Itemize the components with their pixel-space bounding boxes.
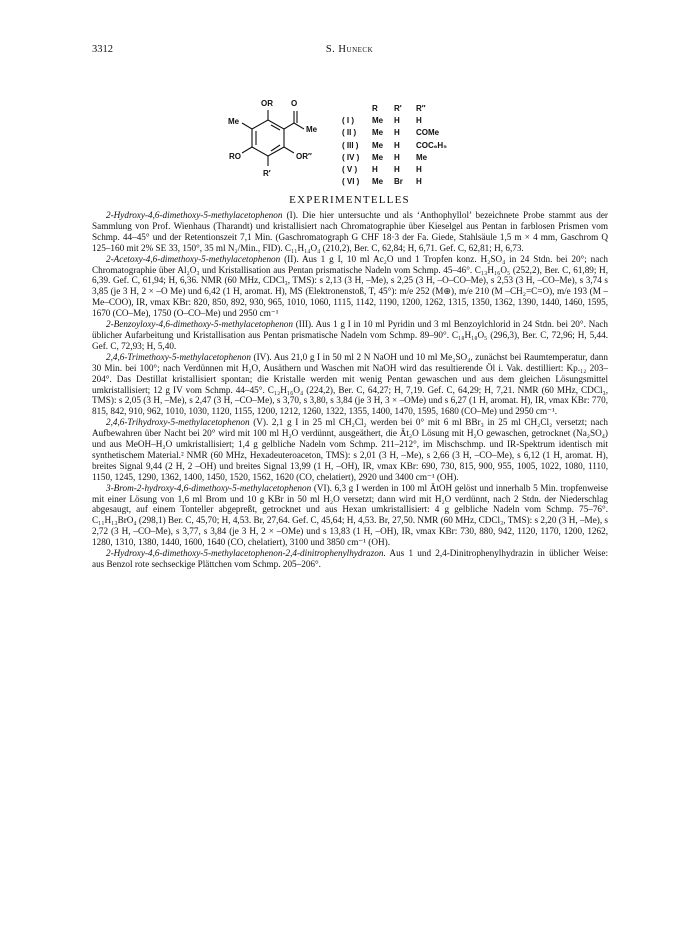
- value-r-double-prime: H: [416, 164, 422, 174]
- experimental-section: [92, 210, 608, 570]
- header-r: R: [372, 104, 378, 113]
- paragraph-text: (IV). Aus 21,0 g I in 50 ml 2 N NaOH und 10 ml Me₂SO₄, zunächst bei Raumtemperatur, dann 30 Min. bei 100°; nach Verdünnen mit H₂O, Ausäthern und Waschen mit NaOH wird das resultierende Öl i. Vak. destilliert: Kp.₁₂ 203–204°. Das Destillat kristallisiert spontan; die Kristalle werden mit wenig Pentan gewaschen und aus dem gleichen Lösungsmittel umkristallisiert; 12 g IV vom Schmp. 44–45°. C₁₂H₁₆O₄ (224,2), Ber. C, 64,27; H, 7,19. Gef. C, 64,29; H, 7,21. NMR (60 MHz, CDCl₃, TMS): s 2,05 (3 H, –Me), s 2,47 (3 H, –CO–Me), s 3,70, s 3,80, s 3,84 (je 3 H, 3 × –OMe) und s 6,27 (1 H, aromat. H), IR, νmax KBr: 770, 815, 842, 910, 962, 1010, 1030, 1120, 1155, 1200, 1212, 1260, 1322, 1355, 1400, 1470, 1595, 1680 (CO–Me) und 2950 cm⁻¹.: [92, 351, 608, 417]
- paragraph-text: (VI). 6,3 g I werden in 100 ml ÄtOH gelöst und innerhalb 5 Min. tropfenweise mit einer Lösung von 1,6 ml Brom und 10 g KBr in 50 ml H₂O versetzt; dann wird mit H₂O verdünnt, nach 2 Stdn. der Niederschlag abgesaugt, auf einem Tonteller abgepreßt, getrocknet und aus Hexan umkristallisiert: 4 g gelbliche Nadeln vom Schmp. 75–76°. C₁₁H₁₃BrO₄ (298,1) Ber. C, 45,70; H, 4,53. Br, 27,64. Gef. C, 45,64; H, 4,53. Br, 27,50. NMR (60 MHz, CDCl₃, TMS): s 2,20 (3 H, –Me), s 2,72 (3 H, –CO–Me), s 3,77, s 3,84 (je 3 H, 2 × –OMe) und s 13,83 (1 H, –OH), IR, νmax KBr: 730, 880, 942, 1120, 1170, 1200, 1262, 1280, 1310, 1380, 1440, 1600, 1640 (CO, chelatiert), 3100 und 3850 cm⁻¹ (OH).: [92, 482, 608, 548]
- paragraph-compound-iv: [92, 352, 608, 417]
- header-r-prime: R′: [394, 104, 402, 113]
- bond-carbonyl: [284, 123, 294, 129]
- compound-title: 2-Hydroxy-4,6-dimethoxy-5-methylacetophenon: [106, 210, 283, 220]
- paragraph-hydrazone: [92, 548, 608, 570]
- compound-number: ( III ): [342, 140, 359, 150]
- value-r-prime: H: [394, 152, 400, 162]
- paragraph-compound-v: [92, 417, 608, 482]
- label-o-top: O: [291, 99, 298, 108]
- label-me-right: Me: [306, 125, 318, 134]
- value-r-prime: H: [394, 140, 400, 150]
- value-r-prime: H: [394, 164, 400, 174]
- paragraph-compound-iii: [92, 319, 608, 352]
- compound-number: ( I ): [342, 116, 354, 126]
- compound-title: 2,4,6-Trimethoxy-5-methylacetophenon: [106, 351, 251, 362]
- value-r-double-prime: H: [416, 116, 422, 126]
- value-r: Me: [372, 128, 384, 138]
- label-me-left: Me: [228, 117, 240, 126]
- bond-me-left: [242, 123, 252, 129]
- substituent-row: [342, 116, 456, 128]
- compound-title: 2-Benzoyloxy-4,6-dimethoxy-5-methylacetophenon: [106, 319, 293, 330]
- substituent-table: [342, 104, 456, 189]
- value-r: Me: [372, 140, 384, 150]
- header-r-double-prime: R″: [416, 104, 426, 113]
- compound-title: 3-Brom-2-hydroxy-4,6-dimethoxy-5-methylacetophenon: [106, 482, 312, 493]
- compound-title: 2-Acetoxy-4,6-dimethoxy-5-methylacetophenon: [106, 253, 281, 264]
- bond-or-pp: [284, 147, 294, 153]
- paragraph-compound-i: [92, 210, 608, 254]
- paragraph-compound-vi: [92, 483, 608, 548]
- value-r: H: [372, 164, 378, 174]
- paragraph-text: (II). Aus 1 g I, 10 ml Ac₂O und 1 Tropfen konz. H₂SO₄ in 24 Stdn. bei 20°; nach Chromatographie über Al₂O₃ und Kristallisation aus Pentan prismatische Nadeln vom Schmp. 45–46°. C₁₃H₁₆O₅ (252,2), Ber. C, 61,89; H, 6,39. Gef. C, 61,94; H, 6,36. NMR (60 MHz, CDCl₃, TMS): s 2,13 (3 H, –Me), s 2,25 (3 H, –O–CO–Me), s 2,53 (3 H, –CO–Me), s 3,74 s 3,85 (je 3 H, 2 × –O Me) und 6,42 (1 H, aromat. H), MS (Elektronenstoß, T, 45°): m/e 252 (M⊕), m/e 210 (M –CH₂=C=O), m/e 193 (M –Me–COO), IR, νmax KBr: 820, 850, 892, 930, 965, 1010, 1060, 1115, 1142, 1190, 1200, 1262, 1315, 1350, 1362, 1390, 1440, 1460, 1595, 1670 (CO–Me), 1750 (O–CO–Me) und 2950 cm⁻¹: [92, 253, 608, 319]
- bond-ro: [242, 147, 252, 153]
- value-r: Me: [372, 116, 384, 126]
- substituent-row: [342, 177, 456, 189]
- value-r: Me: [372, 152, 384, 162]
- value-r-double-prime: H: [416, 177, 422, 187]
- paragraph-compound-ii: [92, 254, 608, 319]
- compound-number: ( V ): [342, 164, 358, 174]
- value-r-prime: Br: [394, 177, 403, 187]
- paragraph-text: (I). Die hier untersuchte und als ‘Anthophyllol’ bezeichnete Probe stammt aus der Sammlung von Prof. Wienhaus (Tharandt) und kristallisiert nach Chromatographie über Kieselgel aus Pentan in farblosen Prismen vom Schmp. 44–45° und der Retentionszeit 7,1 Min. (Gaschromatograph G CHF 18·3 der Fa. Giede, Stahlsäule 1,5 m × 4 mm, Gaschrom Q 125–160 mit 2% SE 33, 150°, 35 ml N₂/Min., FID). C₁₁H₁₄O₄ (210,2), Ber. C, 62,84; H, 6,71. Gef. C, 62,81; H, 6,73.: [92, 210, 608, 253]
- substituent-row: [342, 165, 456, 177]
- compound-title: 2-Hydroxy-4,6-dimethoxy-5-methylacetophenon-2,4-dinitrophenylhydrazon: [106, 548, 384, 559]
- value-r: Me: [372, 177, 384, 187]
- label-or-top: OR: [261, 99, 273, 108]
- compound-title: 2,4,6-Trihydroxy-5-methylacetophenon: [106, 417, 250, 428]
- value-r-double-prime: Me: [416, 152, 428, 162]
- substituent-row: [342, 141, 456, 153]
- compound-number: ( IV ): [342, 152, 360, 162]
- value-r-prime: H: [394, 116, 400, 126]
- running-header: [92, 44, 607, 58]
- paragraph-text: (III). Aus 1 g I in 10 ml Pyridin und 3 ml Benzoylchlorid in 24 Stdn. bei 20°. Nach üblicher Aufarbeitung und Kristallisation aus Pentan prismatische Nadeln vom Schmp. 89–90°. C₁₈H₁₈O₅ (296,3), Ber. C, 72,96; H, 5,44. Gef. C, 72,93; H, 5,40.: [92, 319, 608, 351]
- value-r-double-prime: COMe: [416, 128, 440, 138]
- value-r-double-prime: COC₆H₅: [416, 140, 447, 150]
- running-author: S. Huneck: [325, 44, 374, 55]
- label-or-double-prime: OR″: [296, 152, 312, 161]
- paragraph-text: (V). 2,1 g I in 25 ml CH₂Cl₂ werden bei 0° mit 6 ml BBr₃ in 25 ml CH₂Cl₂ versetzt; nach Aufbewahren über Nacht bei 20° wird mit 100 ml H₂O verdünnt, ausgeäthert, die Ät₂O Lösung mit H₂O gewaschen, getrocknet (Na₂SO₄) und aus MeOH–H₂O umkristallisiert; 1,4 g gelbliche Nadeln vom Schmp. 211–212°, im Mischschmp. und IR-Spektrum identisch mit synthetischem Material.² NMR (60 MHz, Hexadeuteroaceton, TMS): s 2,01 (3 H, –Me), s 2,66 (3 H, –CO–Me), s 6,12 (1 H, aromat. H), breites Signal 9,44 (2 H, 2 –OH) und breites Signal 13,99 (1 H, –OH), IR, νmax KBr: 690, 730, 815, 900, 955, 1005, 1022, 1080, 1110, 1150, 1245, 1290, 1362, 1400, 1450, 1520, 1562, 1620 (CO, chelatiert), 2920 und 3400 cm⁻¹ (OH).: [92, 417, 608, 482]
- substituent-row: [342, 128, 456, 140]
- section-heading: EXPERIMENTELLES: [289, 194, 410, 206]
- compound-number: ( II ): [342, 128, 357, 138]
- value-r-prime: H: [394, 128, 400, 138]
- label-r-prime: R′: [263, 169, 271, 178]
- paragraph-text: . Aus 1 und 2,4-Dinitrophenylhydrazin in üblicher Weise: aus Benzol rote sechseckige Plättchen vom Schmp. 205–206°.: [92, 548, 608, 569]
- benzene-ring: [252, 120, 284, 156]
- compound-number: ( VI ): [342, 177, 360, 187]
- bond-co-me: [294, 123, 304, 129]
- substituent-row: [342, 153, 456, 165]
- label-ro: RO: [229, 152, 241, 161]
- substituent-header-row: [342, 104, 456, 116]
- page-number: 3312: [92, 44, 113, 55]
